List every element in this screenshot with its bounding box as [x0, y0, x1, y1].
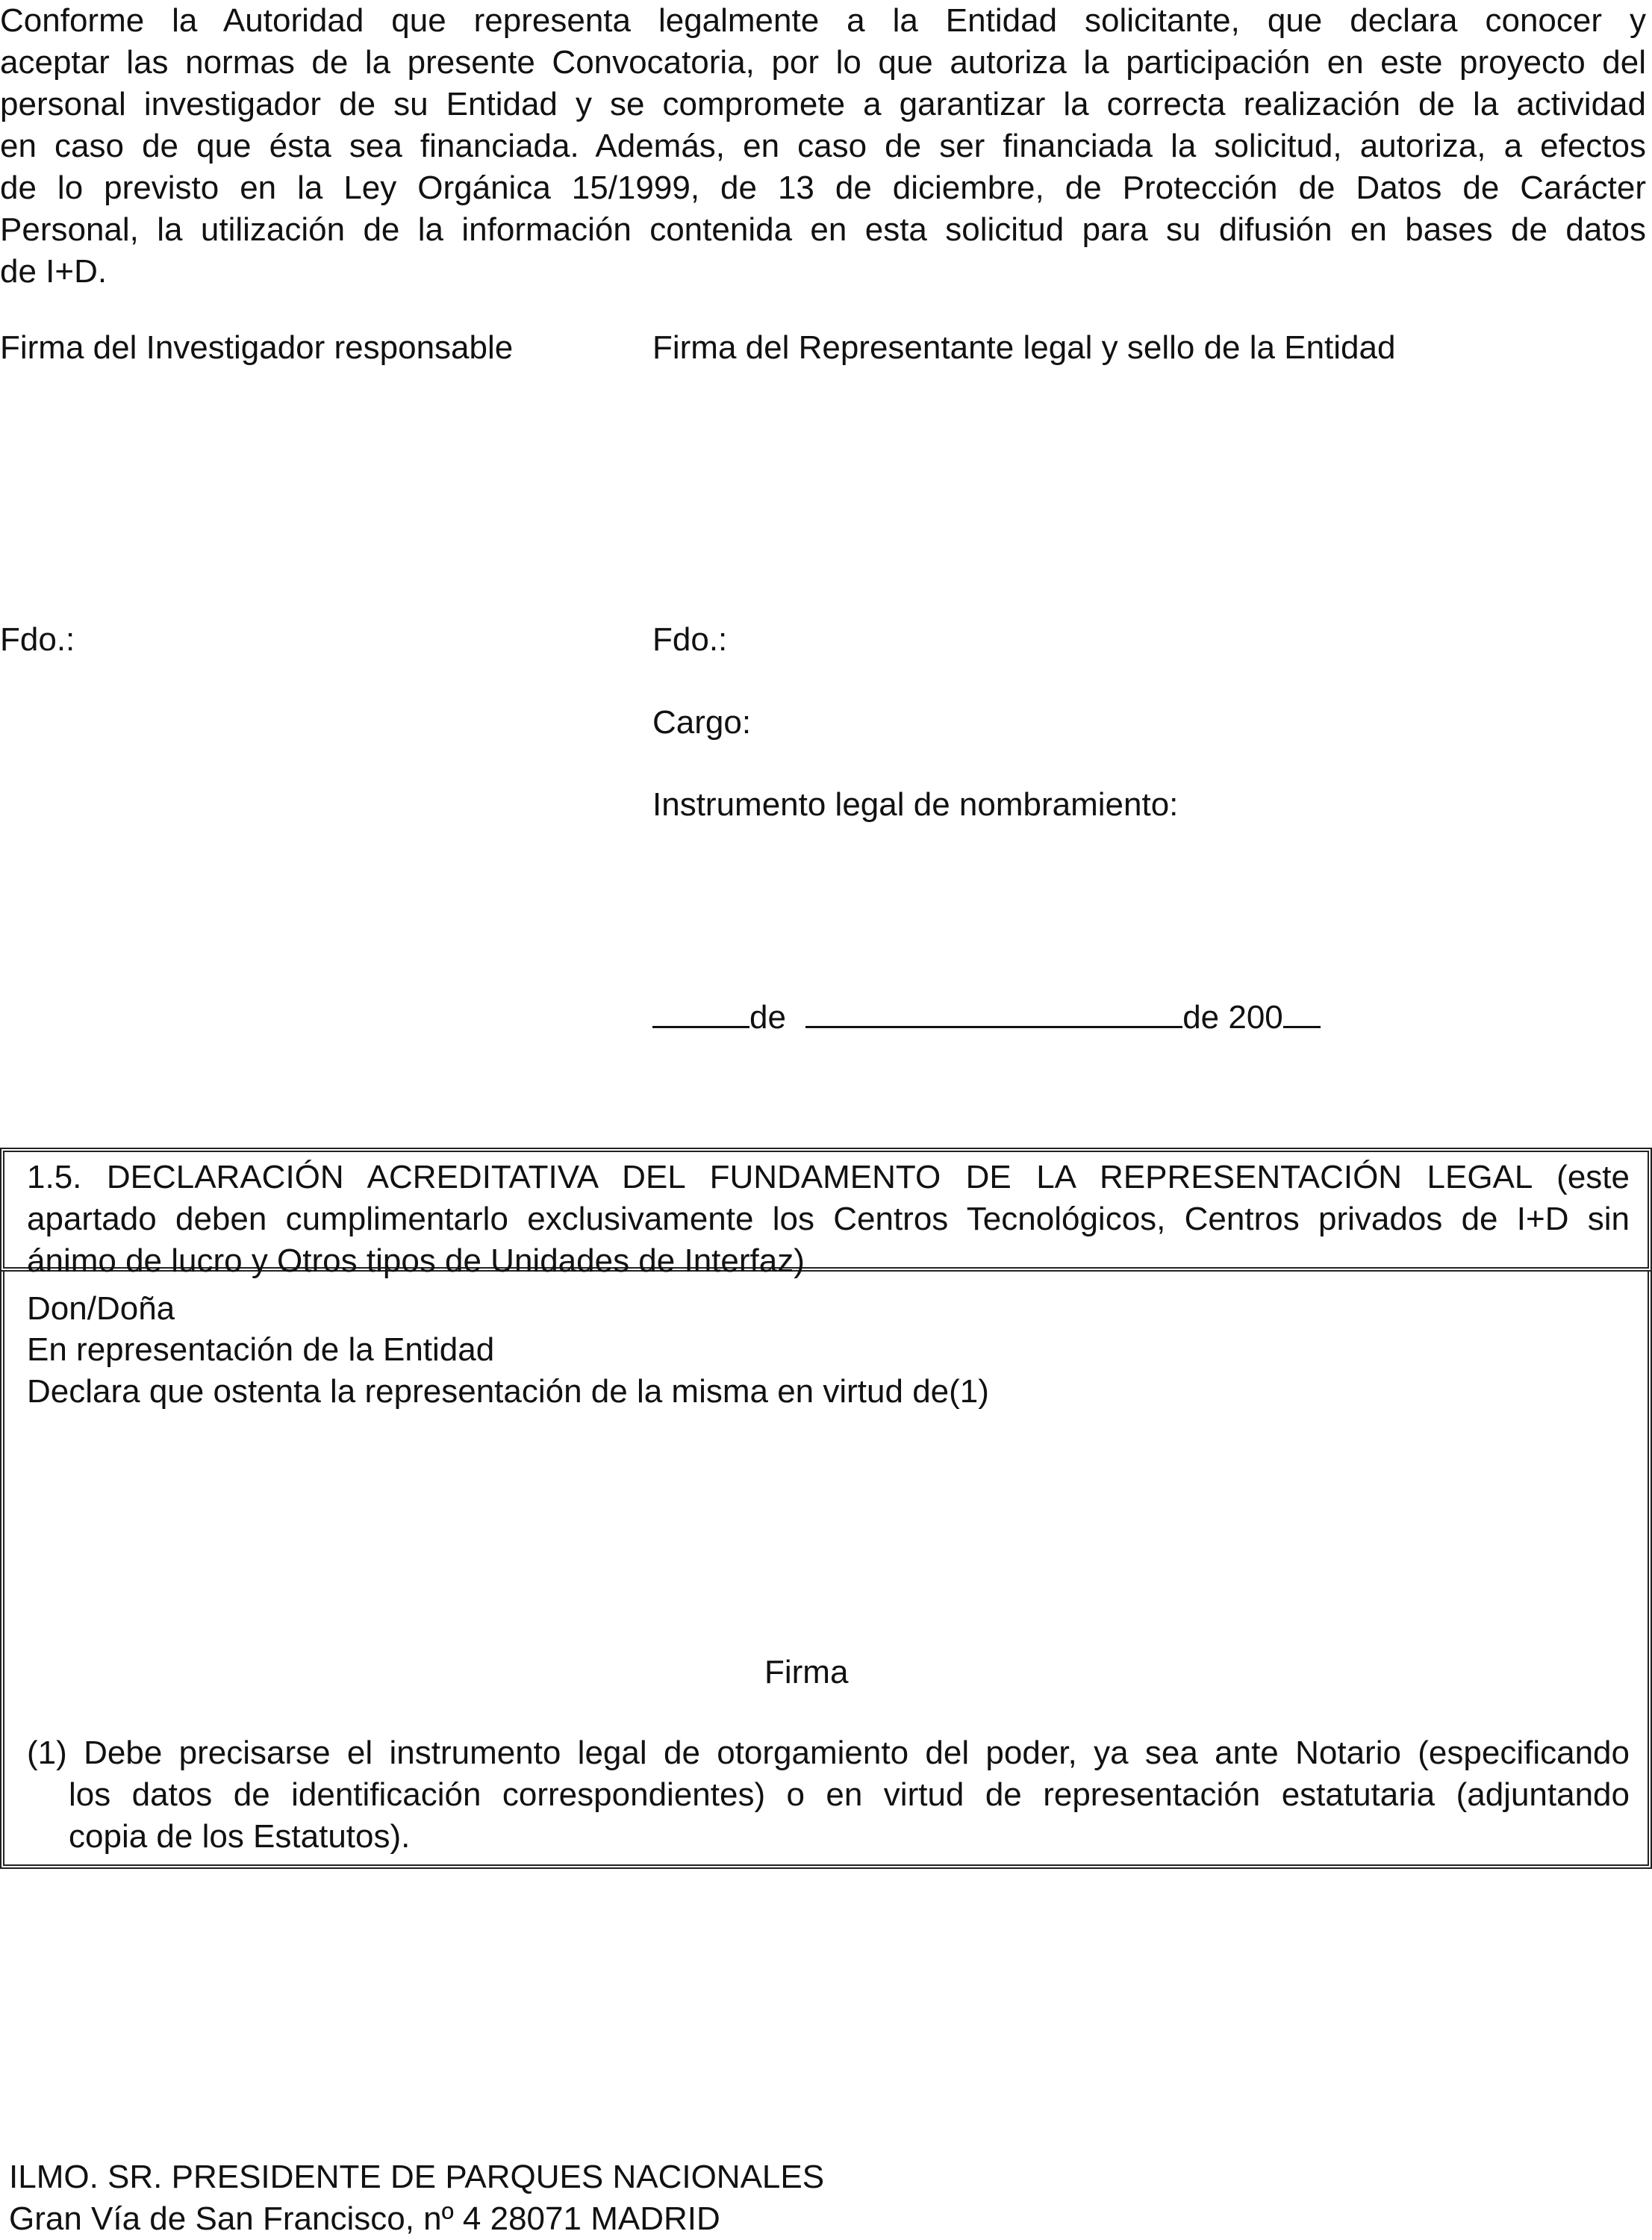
paragraph-line: de lo previsto en la Ley Orgánica 15/1999, de 13 de diciembre, de Protección de Datos de Carácter — [0, 169, 1646, 206]
paragraph-line: Conforme la Autoridad que representa legalmente a la Entidad solicitante, que declara conocer y — [0, 2, 1646, 39]
declara-field[interactable]: Declara que ostenta la representación de la misma en virtud de(1) — [27, 1373, 989, 1410]
paragraph-line: de I+D. — [0, 253, 107, 290]
section-title-line: apartado deben cumplimentarlo exclusivamente los Centros Tecnológicos, Centros privados de I+D sin — [27, 1201, 1630, 1237]
paragraph-line: Personal, la utilización de la información contenida en esta solicitud para su difusión en bases de datos — [0, 211, 1646, 248]
addressee: ILMO. SR. PRESIDENTE DE PARQUES NACIONALES — [9, 2159, 825, 2195]
paragraph-line: aceptar las normas de la presente Convocatoria, por lo que autoriza la participación en este proyecto del — [0, 44, 1646, 81]
section-title-line: 1.5. DECLARACIÓN ACREDITATIVA DEL FUNDAMENTO DE LA REPRESENTACIÓN LEGAL (este — [27, 1159, 1630, 1195]
cargo-field[interactable]: Cargo: — [652, 704, 752, 741]
footnote-line: (1) Debe precisarse el instrumento legal de otorgamiento del poder, ya sea ante Notario (especificando — [27, 1735, 1630, 1771]
instrumento-legal-field[interactable]: Instrumento legal de nombramiento: — [652, 786, 1179, 823]
date-line — [652, 993, 1321, 1039]
year-blank[interactable] — [1283, 993, 1321, 1028]
don-dona-field[interactable]: Don/Doña — [27, 1290, 175, 1327]
section-title-line: ánimo de lucro y Otros tipos de Unidades de Interfaz) — [27, 1242, 805, 1279]
footnote — [27, 1732, 1630, 1858]
address-line: Gran Vía de San Francisco, nº 4 28071 MADRID — [9, 2200, 720, 2237]
investigator-fdo-field[interactable]: Fdo.: — [0, 621, 75, 658]
representative-fdo-field[interactable]: Fdo.: — [652, 621, 728, 658]
month-blank[interactable] — [805, 993, 1182, 1028]
section-title — [27, 1157, 1630, 1282]
entidad-field[interactable]: En representación de la Entidad — [27, 1331, 495, 1368]
date-de-2: de 200 — [1182, 999, 1283, 1036]
paragraph-line: personal investigador de su Entidad y se compromete a garantizar la correcta realización de la actividad — [0, 86, 1646, 122]
footnote-line: copia de los Estatutos). — [69, 1818, 411, 1855]
authorization-paragraph — [0, 0, 1646, 293]
firma-label: Firma — [764, 1654, 849, 1690]
date-de-1: de — [749, 999, 786, 1036]
representative-signature-label: Firma del Representante legal y sello de la Entidad — [652, 329, 1396, 366]
day-blank[interactable] — [652, 993, 749, 1028]
investigator-signature-label: Firma del Investigador responsable — [0, 329, 514, 366]
section-1-5-header — [0, 1148, 1652, 1279]
footnote-line: los datos de identificación correspondientes) o en virtud de representación estatutaria (adjuntando — [69, 1776, 1630, 1813]
paragraph-line: en caso de que ésta sea financiada. Además, en caso de ser financiada la solicitud, autoriza, a efectos — [0, 128, 1646, 164]
section-1-5-body — [0, 1272, 1652, 1869]
